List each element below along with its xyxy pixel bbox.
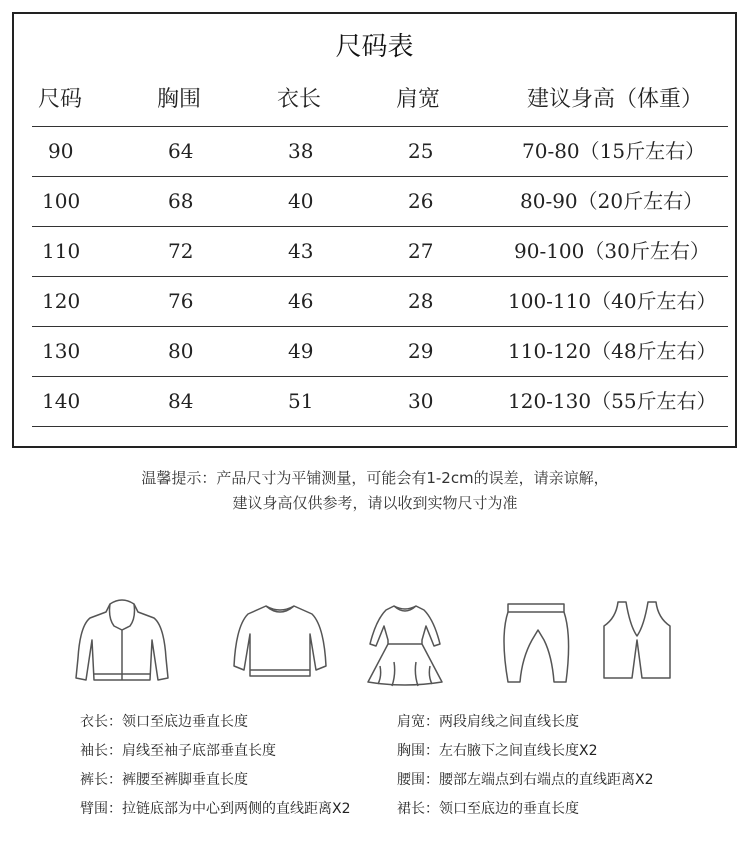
header-shoulder: 肩宽 [396, 87, 441, 112]
definition-item: 腰围：腰部左端点到右端点的直线距离X2 [397, 772, 654, 788]
cell-size: 130 [42, 339, 81, 363]
table-row [32, 176, 728, 226]
header-chest: 胸围 [157, 87, 202, 112]
table-row [32, 326, 728, 376]
cell-shoulder: 25 [408, 139, 434, 163]
definition-item: 肩宽：两段肩线之间直线长度 [397, 714, 579, 730]
cell-height: 70-80（15斤左右） [522, 139, 706, 163]
cell-chest: 64 [168, 139, 194, 163]
definition-item: 袖长：肩线至袖子底部垂直长度 [80, 743, 276, 759]
cell-size: 110 [42, 239, 81, 263]
cell-length: 49 [288, 339, 314, 363]
cell-height: 120-130（55斤左右） [508, 389, 717, 413]
vest-icon [600, 596, 674, 684]
header-size: 尺码 [38, 87, 83, 112]
cell-shoulder: 29 [408, 339, 434, 363]
table-row [32, 126, 728, 176]
table-bottom-rule [32, 426, 728, 427]
cell-length: 38 [288, 139, 314, 163]
cell-length: 40 [288, 189, 314, 213]
table-row [32, 276, 728, 326]
cell-chest: 76 [168, 289, 194, 313]
hooded-jacket-icon [72, 596, 172, 686]
header-height: 建议身高（体重） [527, 87, 704, 112]
cell-shoulder: 27 [408, 239, 434, 263]
note-line-2: 建议身高仅供参考，请以收到实物尺寸为准 [232, 494, 518, 512]
sweatshirt-icon [230, 596, 330, 686]
cell-size: 120 [42, 289, 81, 313]
cell-height: 110-120（48斤左右） [508, 339, 717, 363]
definition-item: 裙长：领口至底边的垂直长度 [397, 801, 579, 817]
definition-item: 臂围：拉链底部为中心到两侧的直线距离X2 [80, 801, 351, 817]
cell-height: 90-100（30斤左右） [514, 239, 710, 263]
table-row [32, 226, 728, 276]
cell-height: 100-110（40斤左右） [508, 289, 717, 313]
size-chart [12, 12, 737, 448]
definition-item: 胸围：左右腋下之间直线长度X2 [397, 743, 598, 759]
cell-length: 46 [288, 289, 314, 313]
cell-size: 140 [42, 389, 81, 413]
chart-title: 尺码表 [335, 32, 414, 62]
cell-height: 80-90（20斤左右） [520, 189, 704, 213]
cell-chest: 72 [168, 239, 194, 263]
pants-icon [496, 596, 576, 688]
note-line-1: 温馨提示：产品尺寸为平铺测量，可能会有1-2cm的误差，请亲谅解， [141, 469, 609, 487]
cell-chest: 80 [168, 339, 194, 363]
cell-length: 43 [288, 239, 314, 263]
cell-shoulder: 26 [408, 189, 434, 213]
definition-item: 裤长：裤腰至裤脚垂直长度 [80, 772, 248, 788]
cell-shoulder: 28 [408, 289, 434, 313]
table-row [32, 376, 728, 426]
definition-item: 衣长：领口至底边垂直长度 [80, 714, 248, 730]
cell-chest: 84 [168, 389, 194, 413]
cell-size: 100 [42, 189, 81, 213]
cell-chest: 68 [168, 189, 194, 213]
cell-shoulder: 30 [408, 389, 434, 413]
cell-length: 51 [288, 389, 314, 413]
header-length: 衣长 [277, 87, 322, 112]
cell-size: 90 [48, 139, 74, 163]
dress-icon [360, 596, 450, 688]
